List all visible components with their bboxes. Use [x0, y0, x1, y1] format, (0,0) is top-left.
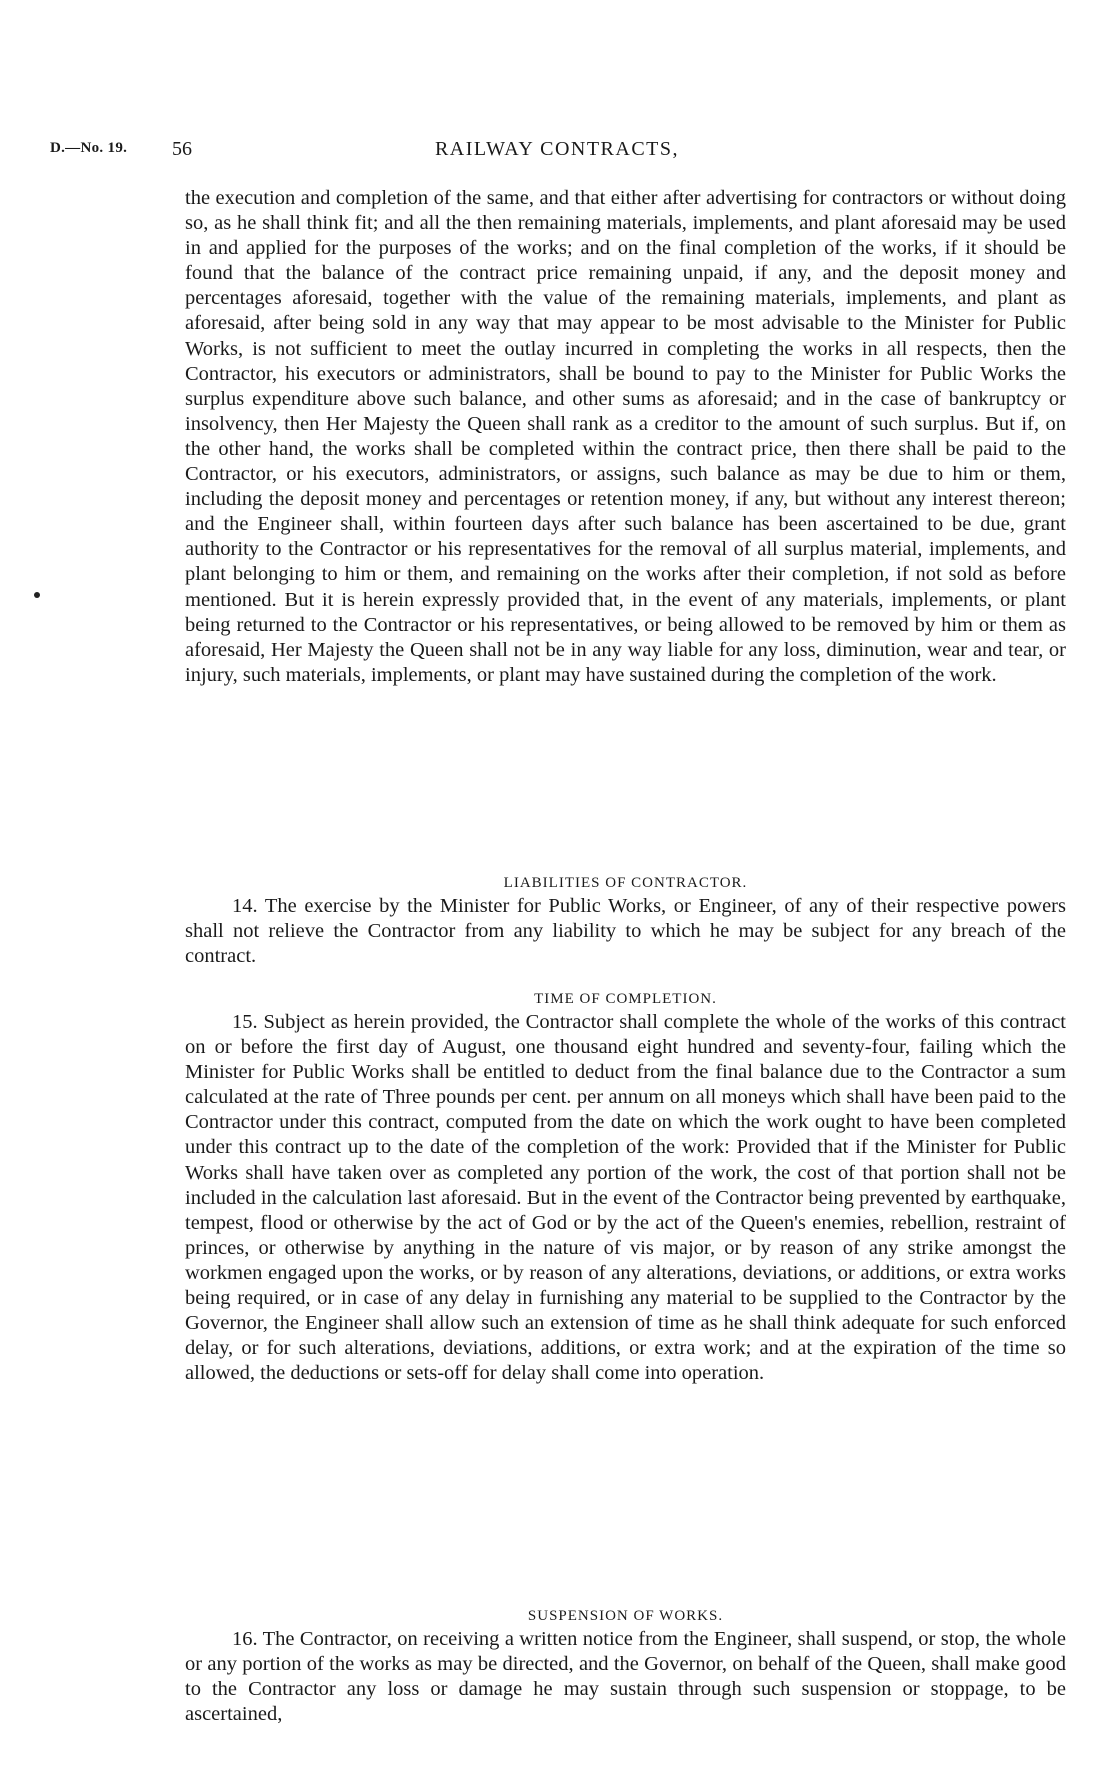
page-body — [185, 186, 1066, 1727]
clause-14-paragraph: 14. The exercise by the Minister for Public Works, or Engineer, of any of their respective powers shall not relieve the Contractor from any liability to which he may be subject for any breach of the contract. — [185, 895, 1066, 968]
clause-16-paragraph: 16. The Contractor, on receiving a written notice from the Engineer, shall suspend, or stop, the whole or any portion of the works as may be directed, and the Governor, on behalf of the Queen, shall make good to the Contractor any loss or damage he may sustain through such suspension or stoppage, to be ascertained, — [185, 1628, 1066, 1726]
page-header — [0, 138, 1114, 166]
running-title: RAILWAY CONTRACTS, — [434, 138, 680, 160]
section-heading-liabilities: LIABILITIES OF CONTRACTOR. — [503, 875, 748, 891]
section-heading-completion: TIME OF COMPLETION. — [534, 991, 717, 1007]
document-reference: D.—No. 19. — [50, 140, 128, 156]
continuation-paragraph: the execution and completion of the same, and that either after advertising for contractors or without doing so, as he shall think fit; and all the then remaining materials, implements, and plant aforesaid may be used in and applied for the purposes of the works; and on the final completion of the works, if it should be found that the balance of the contract price remaining unpaid, if any, and the deposit money and percentages aforesaid, together with the value of the remaining materials, implements, and plant as aforesaid, after being sold in any way that may appear to be most advisable to the Minister for Public Works, is not sufficient to meet the outlay incurred in completing the works in all respects, then the Contractor, his executors or administrators, shall be bound to pay to the Minister for Public Works the surplus expenditure above such balance, and other sums as aforesaid; and in the case of bankruptcy or insolvency, then Her Majesty the Queen shall rank as a creditor to the amount of such surplus. But if, on the other hand, the works shall be completed within the contract price, then there shall be paid to the Contractor, or his executors, administrators, or assigns, such balance as may be due to him or them, including the deposit money and percentages or retention money, if any, but without any interest thereon; and the Engineer shall, within fourteen days after such balance has been ascertained to be due, grant authority to the Contractor or his representatives for the removal of all surplus material, implements, and plant belonging to him or them, and remaining on the works after their completion, if not sold as before mentioned. But it is herein expressly provided that, in the event of any materials, implements, or plant being returned to the Contractor or his representatives, or being allowed to be removed by him or them as aforesaid, Her Majesty the Queen shall not be in any way liable for any loss, diminution, wear and tear, or injury, such materials, implements, or plant may have sustained during the completion of the work. — [185, 187, 1066, 686]
section-heading-suspension: SUSPENSION OF WORKS. — [527, 1608, 724, 1624]
margin-mark — [34, 592, 40, 598]
clause-15-paragraph: 15. Subject as herein provided, the Contractor shall complete the whole of the works of this contract on or before the first day of August, one thousand eight hundred and seventy-four, failing which the Minister for Public Works shall be entitled to deduct from the final balance due to the Contractor a sum calculated at the rate of Three pounds per cent. per annum on all moneys which shall have been paid to the Contractor under this contract, computed from the date on which the work ought to have been completed under this contract up to the date of the completion of the work: Provided that if the Minister for Public Works shall have taken over as completed any portion of the work, the cost of that portion shall not be included in the calculation last aforesaid. But in the event of the Contractor being prevented by earthquake, tempest, flood or otherwise by the act of God or by the act of the Queen's enemies, rebellion, restraint of princes, or otherwise by anything in the nature of vis major, or by reason of any strike amongst the workmen engaged upon the works, or by reason of any alterations, deviations, or additions, or extra works being required, or in case of any delay in furnishing any material to be supplied to the Contractor by the Governor, the Engineer shall allow such an extension of time as he shall think adequate for such enforced delay, or for such alterations, deviations, additions, or extra work; and at the expiration of the time so allowed, the deductions or sets-off for delay shall come into operation. — [185, 1011, 1066, 1385]
page-number: 56 — [172, 138, 192, 160]
